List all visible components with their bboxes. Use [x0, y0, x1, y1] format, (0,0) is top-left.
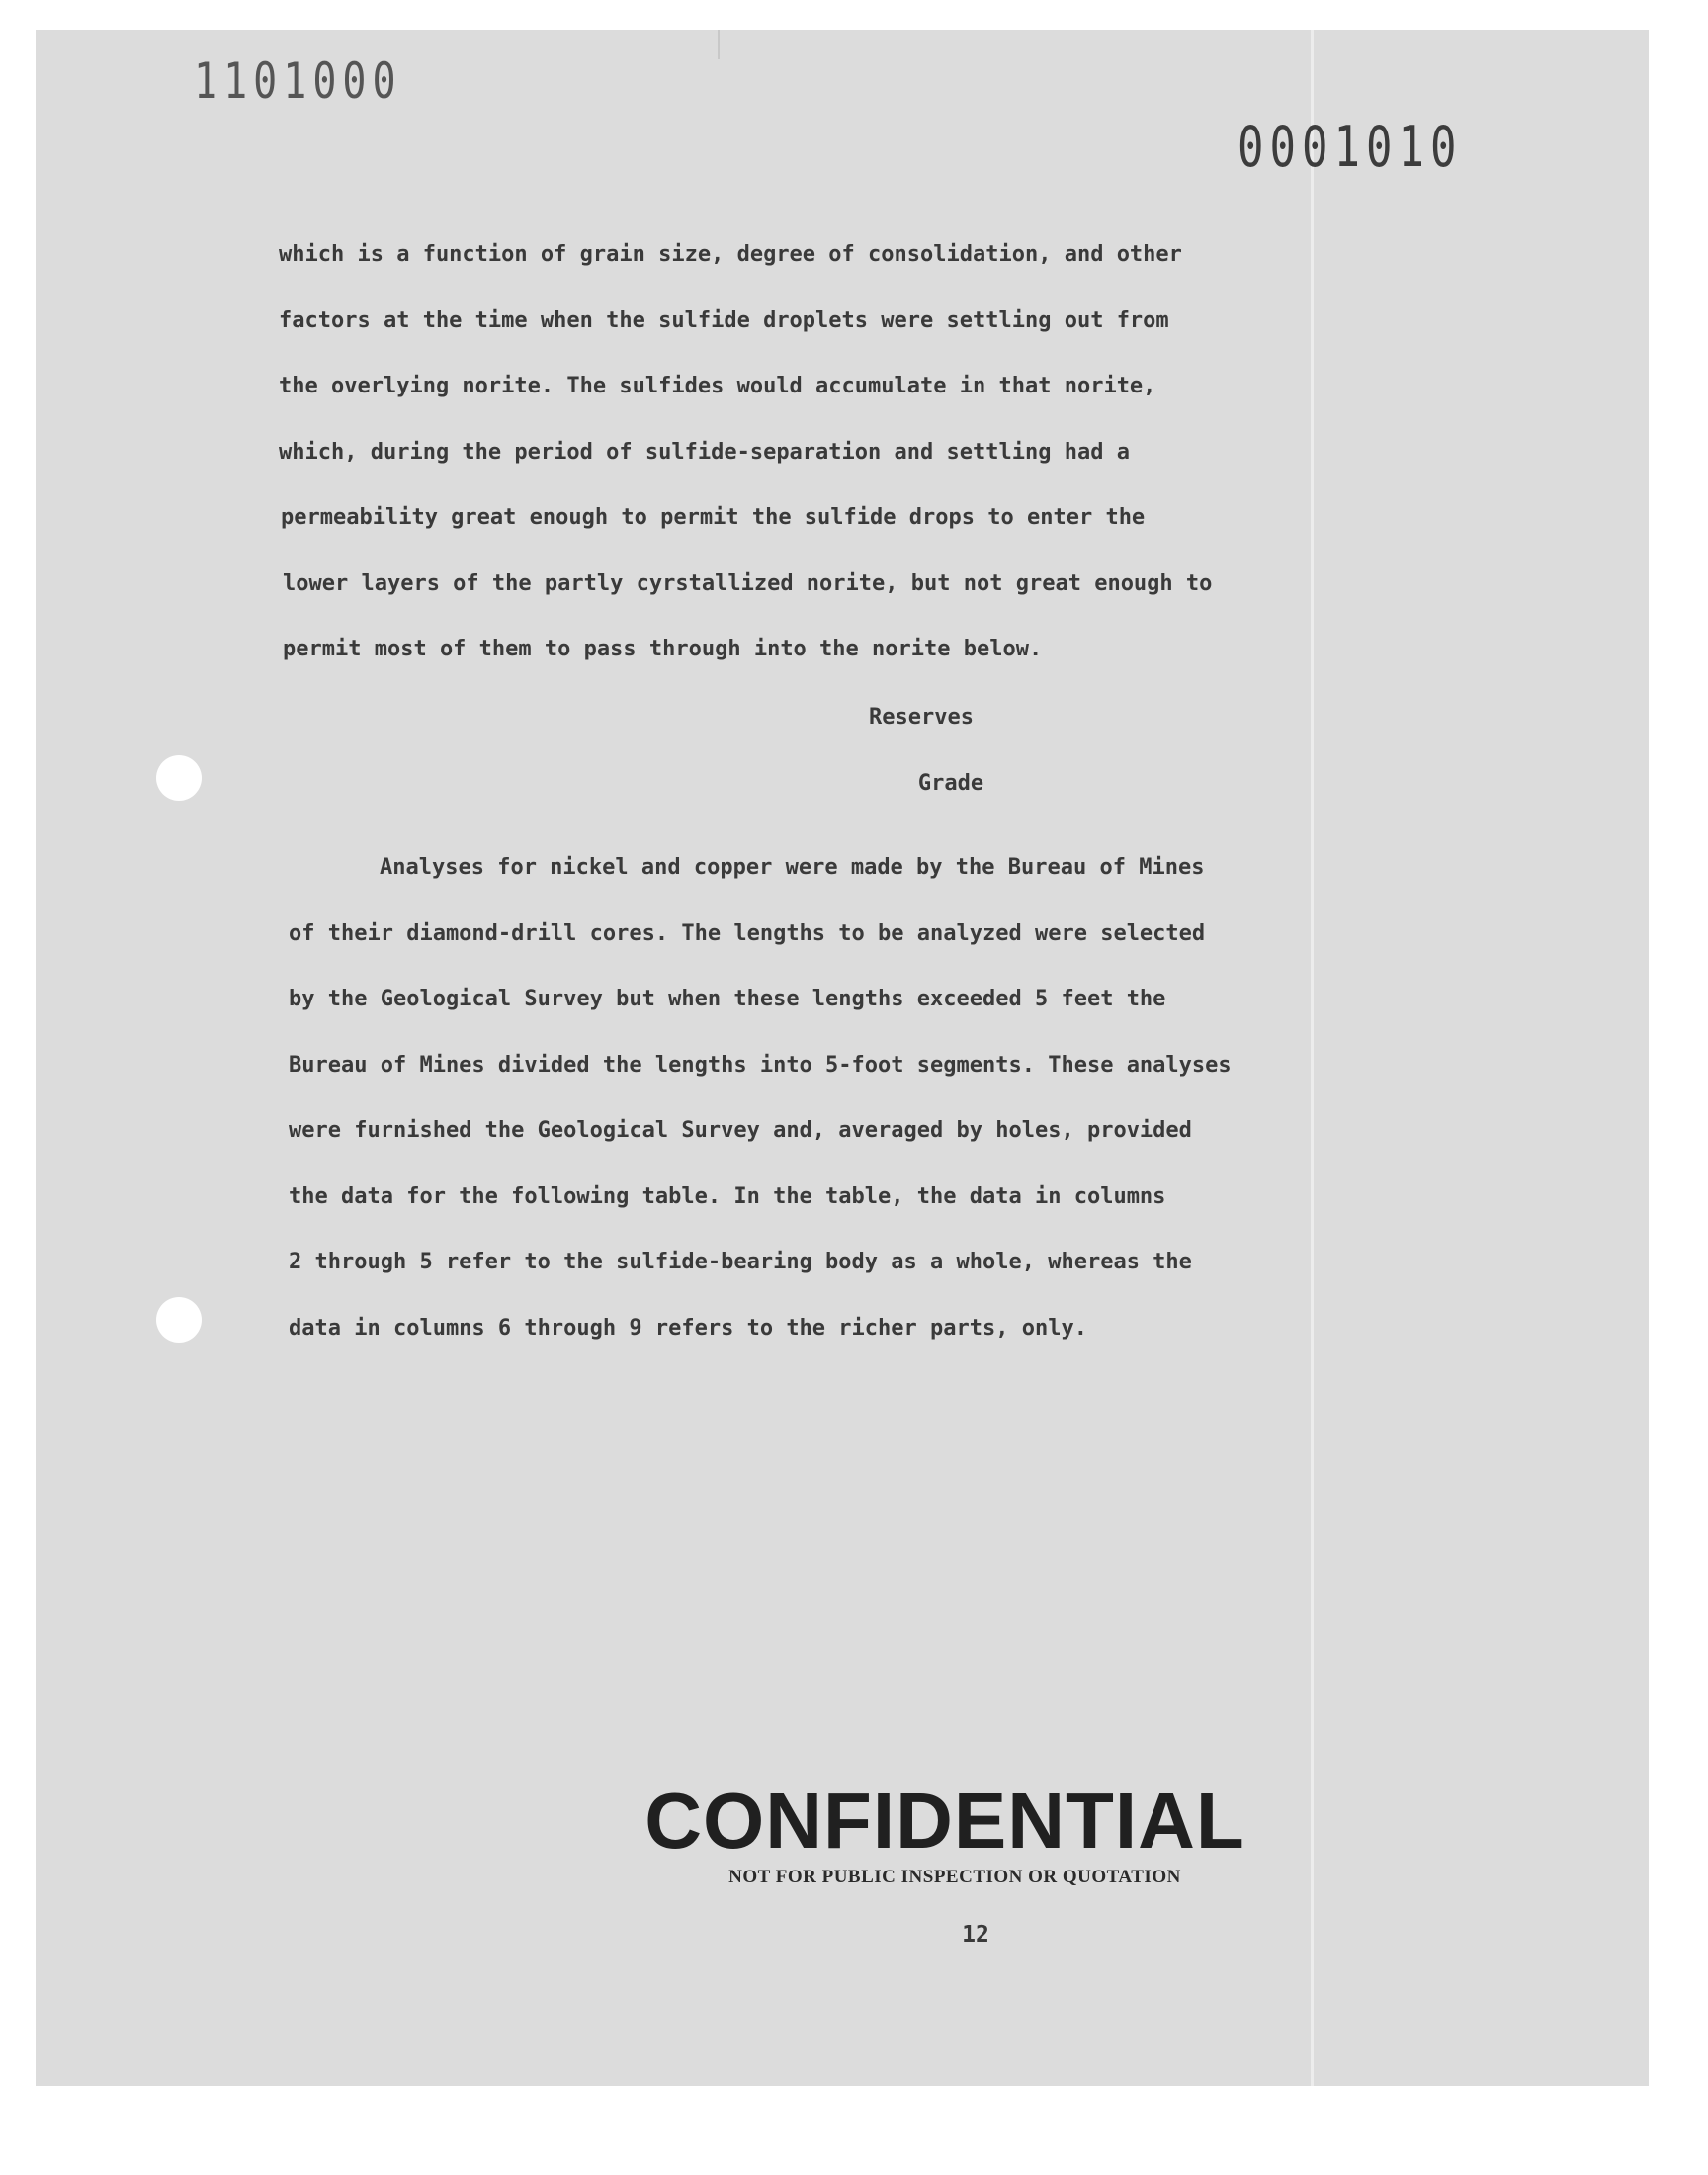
section-heading: Reserves [869, 705, 974, 730]
paragraph-line: by the Geological Survey but when these lengths exceeded 5 feet the [289, 987, 1166, 1011]
paragraph-line: factors at the time when the sulfide droplets were settling out from [279, 307, 1169, 333]
stamp-number-left: 1101000 [194, 53, 402, 111]
paragraph-line: which is a function of grain size, degree of consolidation, and other [279, 242, 1182, 267]
page-number: 12 [962, 1922, 989, 1948]
paragraph-line: the overlying norite. The sulfides would accumulate in that norite, [279, 374, 1156, 398]
paragraph-line: were furnished the Geological Survey and, averaged by holes, provided [289, 1118, 1192, 1143]
paragraph-2 [289, 835, 1574, 1361]
paragraph-line: Bureau of Mines divided the lengths into 5-foot segments. These analyses [289, 1052, 1232, 1078]
confidential-subtitle: NOT FOR PUBLIC INSPECTION OR QUOTATION [728, 1867, 1181, 1887]
confidential-stamp: CONFIDENTIAL [644, 1777, 1245, 1865]
paragraph-1 [279, 222, 1564, 683]
subsection-heading: Grade [917, 771, 984, 796]
paragraph-line: Analyses for nickel and copper were made by the Bureau of Mines [380, 855, 1205, 880]
binder-mark [718, 30, 720, 59]
punch-hole-bottom [156, 1297, 202, 1343]
paragraph-line: permeability great enough to permit the sulfide drops to enter the [281, 505, 1146, 530]
paragraph-line: permit most of them to pass through into the norite below. [283, 637, 1043, 661]
paragraph-line: data in columns 6 through 9 refers to the richer parts, only. [289, 1315, 1087, 1341]
paragraph-line: the data for the following table. In the table, the data in columns [289, 1183, 1166, 1209]
paragraph-line: of their diamond-drill cores. The lengths to be analyzed were selected [289, 920, 1206, 946]
paragraph-line: lower layers of the partly cyrstallized norite, but not great enough to [283, 570, 1213, 596]
paragraph-line: 2 through 5 refer to the sulfide-bearing body as a whole, whereas the [289, 1250, 1192, 1274]
stamp-number-right: 0001010 [1238, 115, 1463, 181]
document-page [36, 30, 1649, 2086]
paragraph-line: which, during the period of sulfide-separation and settling had a [279, 439, 1130, 465]
